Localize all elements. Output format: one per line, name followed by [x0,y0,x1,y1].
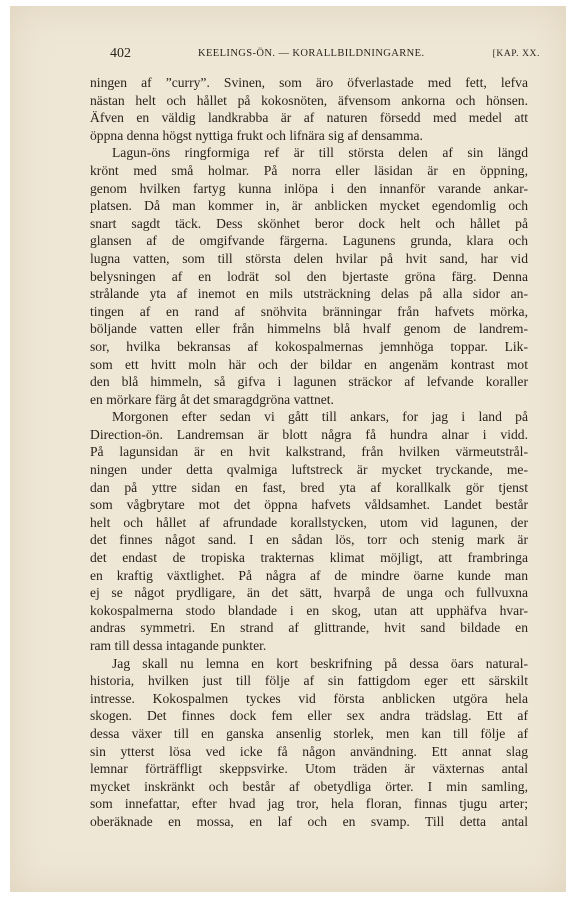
text-line: tingen af en rand af snöhvita bränningar från hafvets mörka, [90,303,528,319]
text-line: oberäknade en mossa, en laf och en svamp. Till detta antal [90,813,528,829]
body-text [90,74,528,831]
text-line: Jag skall nu lemna en kort beskrifning på dessa öars natural- [112,655,528,671]
text-line: ningen af ”curry”. Svinen, som äro öfverlastade med fett, lefva [90,75,528,90]
text-line: dessa växer till en ganska ansenlig storlek, men kan till följe af [90,725,528,741]
paragraph [90,655,528,831]
text-line: ej se något prydligare, än det sätt, hvarpå de unga och fullvuxna [90,585,528,601]
text-line: intresse. Kokospalmen tyckes vid första anblicken utgöra hela [90,690,528,706]
text-line: ram till dessa intagande punkter. [90,638,267,653]
text-line: lemnar förträffligt skeppsvirke. Utom träden är växternas antal [90,761,528,777]
text-line: det endast de tropiska trakternas klimat möjligt, att frambringa [90,550,528,566]
text-line: På lagunsidan är en hvit kalkstrand, från hvilken värmeutstrål- [90,444,528,460]
text-line: böljande vatten eller från himmelns blå hvalf genom de landrem- [90,321,528,337]
text-line: platsen. Då man kommer in, är anblicken mycket egendomlig och [90,198,528,214]
text-line: glansen af de omgifvande färgerna. Lagunens grunda, klara och [90,233,528,249]
paragraph [90,144,528,408]
text-line: en kraftig växtlighet. På några af de mindre öarne kunde man [90,567,528,583]
text-line: det finnes något sand. I en sådan lös, torr och stenig mark är [90,532,528,548]
book-page [10,6,566,892]
text-line: Äfven en väldig landkrabba är af naturen försedd med medel att [90,110,528,126]
text-line: strålande yta af inemot en mils utsträckning delas på alla sidor an- [90,286,528,302]
text-line: genom hvilken fartyg kunna inlöpa i den innanför varande ankar- [90,180,528,196]
running-title: KEELINGS-ÖN. — KORALLBILDNINGARNE. [198,48,425,59]
text-line: krönt med små holmar. På norra eller läsidan är en öppning, [90,162,528,178]
text-line: snart sagdt täck. Dess skönhet beror dock helt och hållet på [90,215,528,231]
text-line: belysningen af en lodrät sol den bjertaste gröna färg. Denna [90,268,528,284]
paragraph [90,74,528,144]
text-line: den blå himmeln, så gifva i lagunen sträckor af lefvande koraller [90,374,528,390]
text-line: historia, hvilken just till följe af sin fattigdom eger ett särskilt [90,673,528,689]
text-line: som innefattar, efter hvad jag tror, hela floran, finnas tjugu arter; [90,796,528,812]
text-line: Direction-ön. Landremsan är blott några få hundra alnar i vidd. [90,426,528,442]
page-header [110,46,540,64]
text-line: sin ytterst lösa ved icke få någon användning. Ett annat slag [90,743,528,759]
page-number: 402 [110,46,131,61]
text-line: nästan helt och hållet på kokosnöten, äfvensom ankorna och hönsen. [90,92,528,108]
text-line: helt och hållet af afrundade korallstycken, utom vid lagunen, der [90,514,528,530]
text-line: Morgonen efter sedan vi gått till ankars, for jag i land på [112,409,528,425]
text-line: lugna vatten, som till största delen hvilar på hvit sand, har vid [90,250,528,266]
paragraph [90,408,528,654]
text-line: öppna denna högst nyttiga frukt och lifnära sig af densamma. [90,127,423,143]
text-line: sor, hvilka bekransas af kokospalmernas jemnhöga toppar. Lik- [90,338,528,354]
text-line: som ett hvitt moln här och der bildar en angenäm kontrast mot [90,356,528,372]
text-line: ningen under detta qvalmiga luftstreck är mycket tryckande, me- [90,462,528,478]
text-line: skogen. Det finnes dock fem eller sex andra trädslag. Ett af [90,708,528,724]
text-line: kokospalmerna stodo blandade i en skog, utan att upphäfva hvar- [90,602,528,618]
text-line: som vågbrytare mot det öppna hafvets våldsamhet. Landet består [90,497,528,513]
text-line: andras symmetri. En strand af glittrande, hvit sand bildade en [90,620,528,636]
text-line: Lagun-öns ringformiga ref är till största delen af sin längd [112,145,528,161]
text-line: mycket inskränkt och består af obetydliga örter. I min samling, [90,778,528,794]
chapter-marker: [KAP. XX. [492,49,540,59]
text-line: dan på yttre sidan en fast, bred yta af korallkalk gör tjenst [90,479,528,495]
text-line: en mörkare färg åt det smaragdgröna vattnet. [90,391,334,407]
